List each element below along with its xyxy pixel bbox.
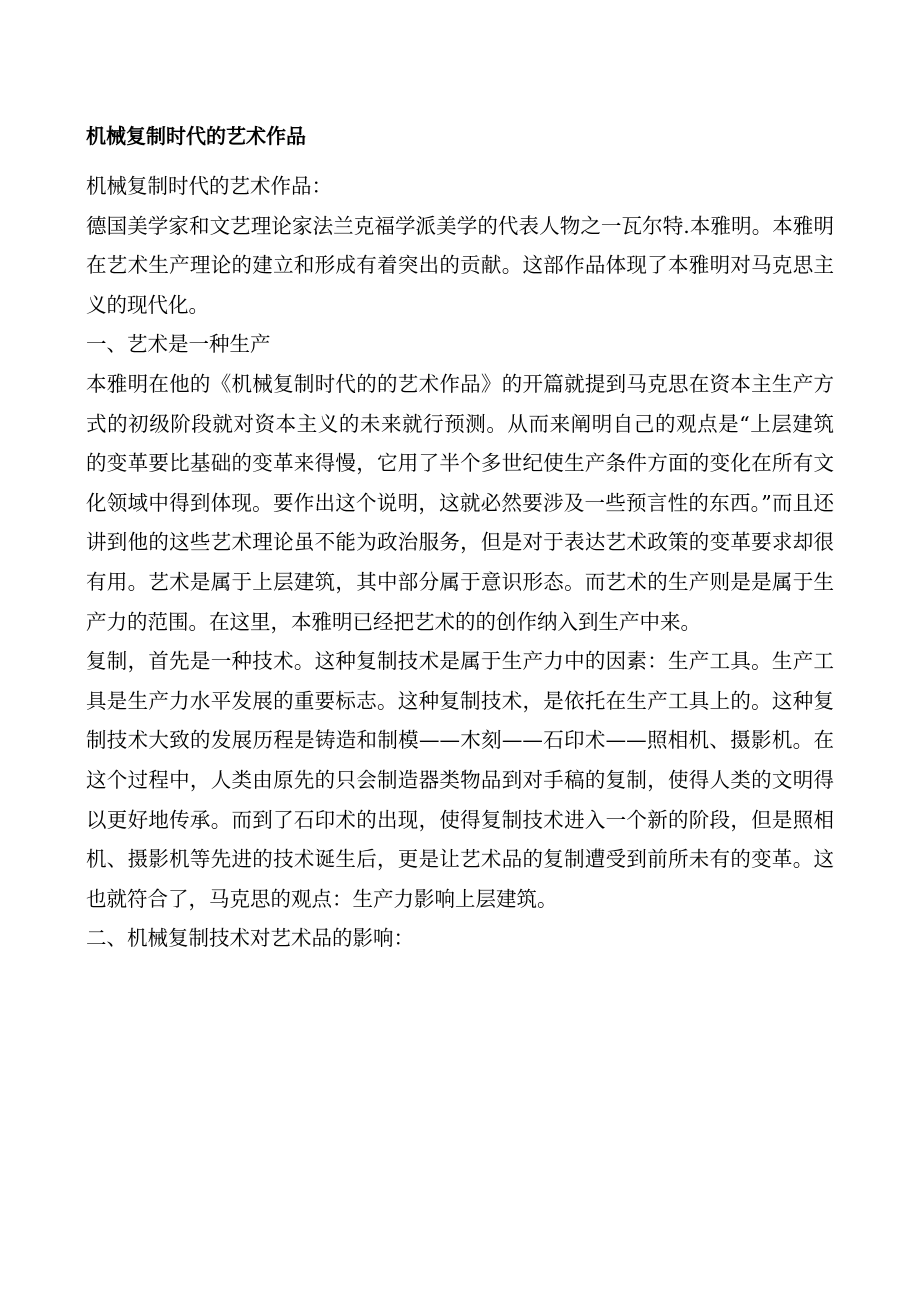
paragraph-subtitle: 机械复制时代的艺术作品：: [86, 174, 332, 198]
section-heading-1: 一、艺术是一种生产: [86, 332, 271, 357]
document-title: 机械复制时代的艺术作品: [86, 124, 306, 148]
section-heading-2: 二、机械复制技术对艺术品的影响：: [86, 926, 414, 951]
paragraph-intro: 德国美学家和文艺理论家法兰克福学派美学的代表人物之一瓦尔特.本雅明。本雅明在艺术生产理论的建立和形成有着突出的贡献。这部作品体现了本雅明对马克思主义的现代化。: [86, 213, 834, 317]
paragraph-art-production: 本雅明在他的《机械复制时代的的艺术作品》的开篇就提到马克思在资本主生产方式的初级阶段就对资本主义的未来就行预测。从而来阐明自己的观点是“上层建筑的变革要比基础的变革来得慢，它用了半个多世纪使生产条件方面的变化在所有文化领域中得到体现。要作出这个说明，这就必然要涉及一些预言性的东西。”而且还讲到他的这些艺术理论虽不能为政治服务，但是对于表达艺术政策的变革要求却很有用。艺术是属于上层建筑，其中部分属于意识形态。而艺术的生产则是是属于生产力的范围。在这里，本雅明已经把艺术的的创作纳入到生产中来。: [86, 371, 834, 634]
document-body: [86, 167, 834, 959]
paragraph-reproduction-technique: 复制，首先是一种技术。这种复制技术是属于生产力中的因素：生产工具。生产工具是生产力水平发展的重要标志。这种复制技术，是依托在生产工具上的。这种复制技术大致的发展历程是铸造和制模——木刻——石印术——照相机、摄影机。在这个过程中，人类由原先的只会制造器类物品到对手稿的复制，使得人类的文明得以更好地传承。而到了石印术的出现，使得复制技术进入一个新的阶段，但是照相机、摄影机等先进的技术诞生后，更是让艺术品的复制遭受到前所未有的变革。这也就符合了，马克思的观点：生产力影响上层建筑。: [86, 649, 834, 911]
